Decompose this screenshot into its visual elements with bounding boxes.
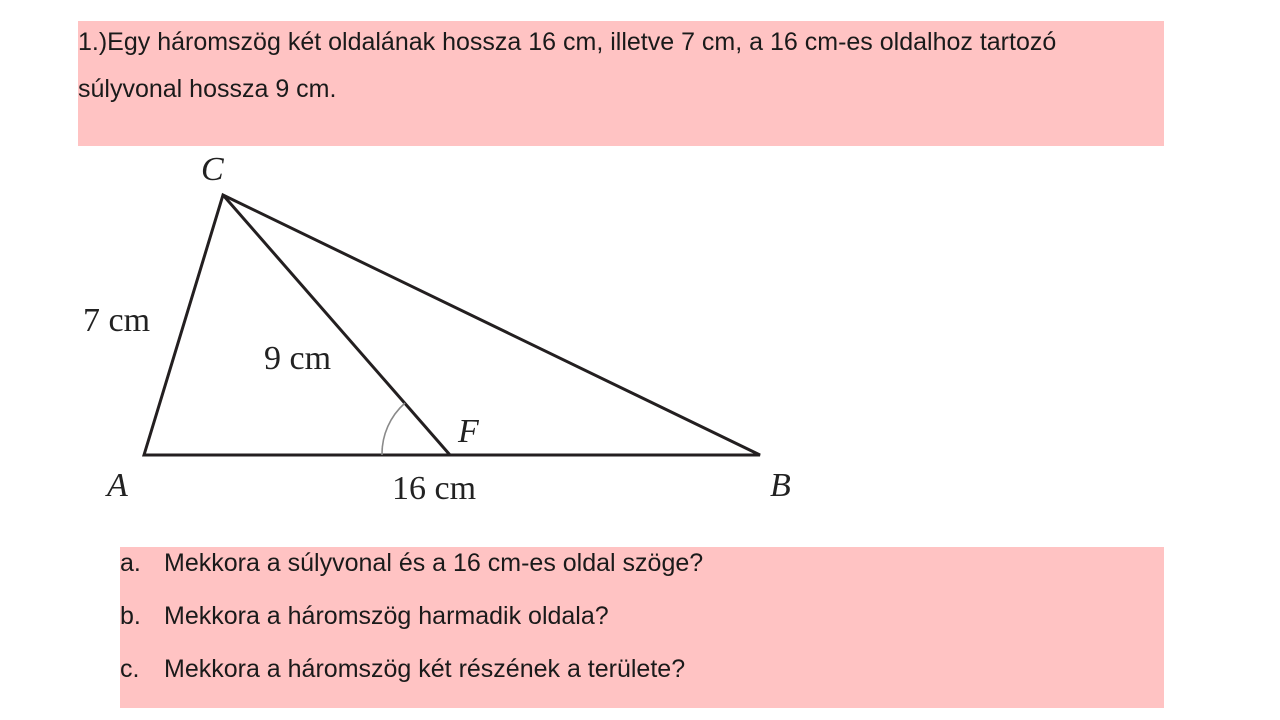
side-label-cf: 9 cm — [264, 340, 332, 377]
vertex-label-c: C — [201, 151, 224, 188]
question-marker: c. — [120, 655, 140, 683]
median-cf — [223, 195, 450, 455]
question-list — [120, 540, 703, 699]
vertex-label-a: A — [107, 467, 128, 504]
triangle-abc — [144, 195, 760, 455]
vertex-label-f: F — [458, 413, 479, 450]
question-text: Mekkora a súlyvonal és a 16 cm-es oldal szöge? — [164, 549, 704, 577]
side-label-ab: 16 cm — [392, 470, 477, 507]
question-item — [120, 646, 703, 699]
question-text: Mekkora a háromszög harmadik oldala? — [164, 602, 609, 630]
problem-statement: 1.)Egy háromszög két oldalának hossza 16 cm, illetve 7 cm, a 16 cm-es oldalhoz tartozó súlyvonal hossza 9 cm. — [78, 28, 1057, 103]
side-label-ac: 7 cm — [83, 302, 151, 339]
question-marker: b. — [120, 602, 141, 630]
vertex-label-b: B — [770, 467, 791, 504]
question-item — [120, 593, 703, 646]
angle-arc — [382, 403, 405, 455]
question-text: Mekkora a háromszög két részének a területe? — [164, 655, 686, 683]
question-marker: a. — [120, 549, 141, 577]
question-item — [120, 540, 703, 593]
